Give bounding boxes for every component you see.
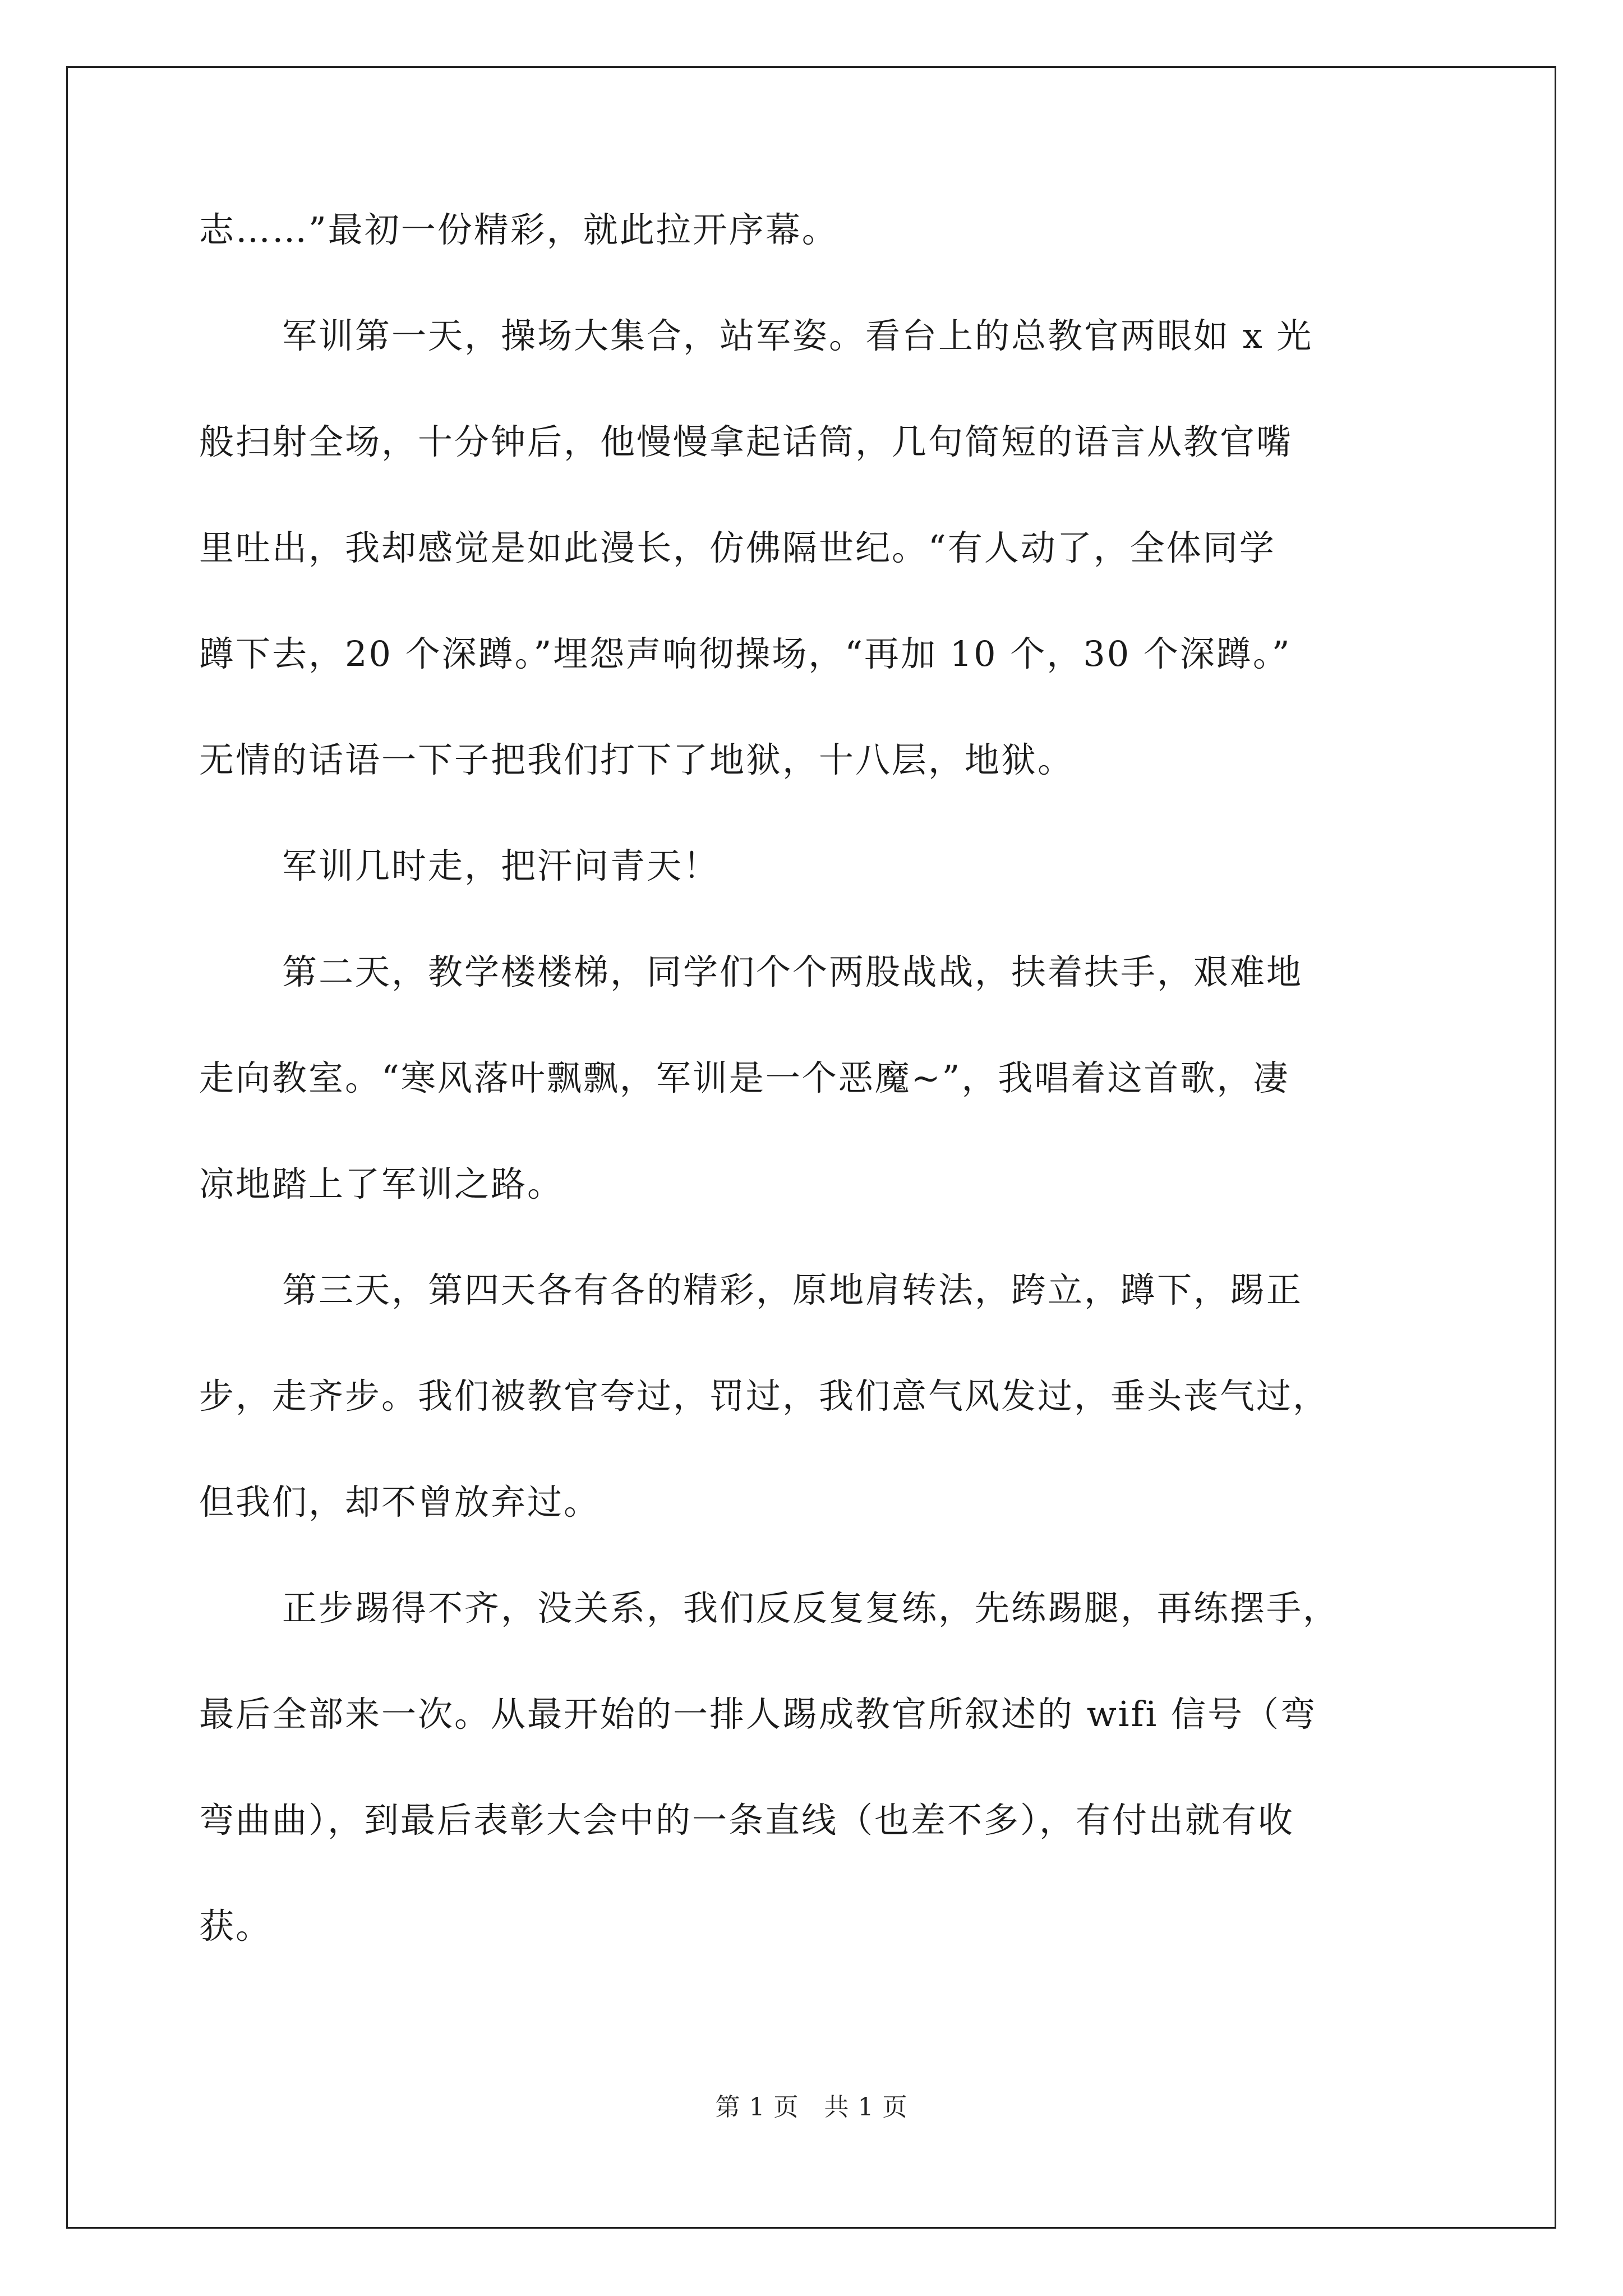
page-footer <box>0 2087 1623 2123</box>
text-line-9: 走向教室。“寒风落叶飘飘，军训是一个恶魔~”，我唱着这首歌，凄 <box>199 1057 1290 1098</box>
text-line-11: 第三天，第四天各有各的精彩，原地肩转法，跨立，蹲下，踢正 <box>282 1269 1303 1310</box>
text-line-15: 最后全部来一次。从最开始的一排人踢成教官所叙述的 wifi 信号（弯 <box>199 1694 1317 1734</box>
text-line-12: 步，走齐步。我们被教官夸过，罚过，我们意气风发过，垂头丧气过， <box>199 1375 1330 1416</box>
text-line-7: 军训几时走，把汗问青天！ <box>282 845 720 886</box>
text-line-2: 军训第一天，操场大集合，站军姿。看台上的总教官两眼如 x 光 <box>282 315 1313 356</box>
text-line-17: 获。 <box>199 1906 273 1947</box>
text-line-16: 弯曲曲），到最后表彰大会中的一条直线（也差不多），有付出就有收 <box>199 1800 1295 1841</box>
page-number: 第 1 页 <box>715 2093 799 2122</box>
text-line-14: 正步踢得不齐，没关系，我们反反复复练，先练踢腿，再练摆手， <box>282 1588 1340 1628</box>
page-total: 共 1 页 <box>824 2093 908 2122</box>
text-line-10: 凉地踏上了军训之路。 <box>199 1163 564 1204</box>
text-line-1: 志……”最初一份精彩，就此拉开序幕。 <box>199 209 838 250</box>
text-line-5: 蹲下去，20 个深蹲。”埋怨声响彻操场，“再加 10 个，30 个深蹲。” <box>199 633 1292 674</box>
text-line-6: 无情的话语一下子把我们打下了地狱，十八层，地狱。 <box>199 739 1075 780</box>
text-line-13: 但我们，却不曾放弃过。 <box>199 1481 601 1522</box>
text-line-4: 里吐出，我却感觉是如此漫长，仿佛隔世纪。“有人动了，全体同学 <box>199 527 1276 568</box>
text-line-3: 般扫射全场，十分钟后，他慢慢拿起话筒，几句简短的语言从教官嘴 <box>199 421 1293 462</box>
document-body <box>199 210 1433 2012</box>
text-line-8: 第二天，教学楼楼梯，同学们个个两股战战，扶着扶手，艰难地 <box>282 951 1303 992</box>
